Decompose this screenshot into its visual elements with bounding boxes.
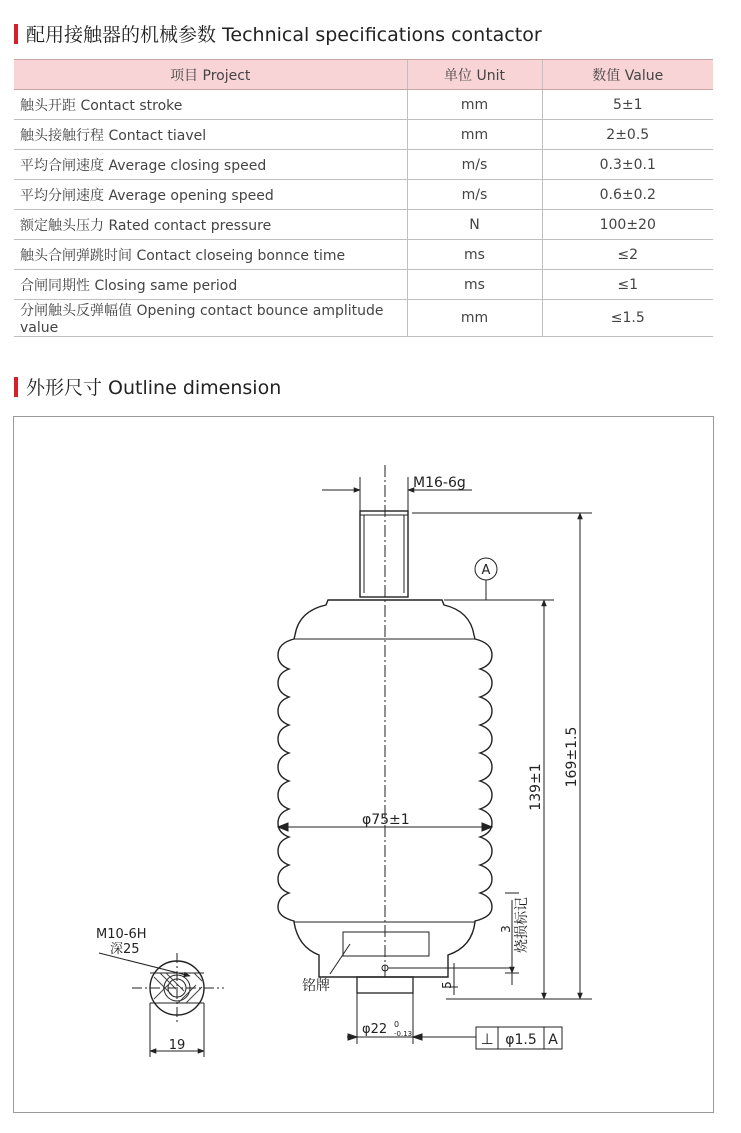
row-value: ≤1.5 (542, 300, 713, 337)
table-row (14, 120, 713, 150)
row-project: 触头接触行程 Contact tiavel (14, 120, 407, 150)
row-value: 0.3±0.1 (542, 150, 713, 180)
row-unit: m/s (407, 180, 542, 210)
label-wear-value: 3 (499, 925, 513, 933)
header-unit: 单位 Unit (407, 60, 542, 90)
row-unit: mm (407, 300, 542, 337)
spec-table (14, 59, 713, 337)
top-stud (360, 511, 408, 597)
row-value: 5±1 (542, 90, 713, 120)
table-row (14, 150, 713, 180)
table-row (14, 300, 713, 337)
table-row (14, 180, 713, 210)
label-diameter: φ75±1 (362, 812, 410, 828)
row-value: ≤1 (542, 270, 713, 300)
side-view (99, 953, 224, 1057)
row-project: 平均合闸速度 Average closing speed (14, 150, 407, 180)
row-value: ≤2 (542, 240, 713, 270)
row-project: 额定触头压力 Rated contact pressure (14, 210, 407, 240)
title-accent-bar (14, 24, 18, 44)
label-nameplate: 铭牌 (302, 978, 330, 994)
outline-title-text: 外形尺寸 Outline dimension (26, 377, 282, 399)
outline-section-title (14, 373, 281, 400)
label-thread-top: M16-6g (413, 475, 466, 491)
label-height-total: 169±1.5 (564, 726, 580, 788)
outline-drawing-frame (13, 416, 714, 1113)
label-perp-datum: A (548, 1032, 558, 1048)
table-row (14, 210, 713, 240)
row-value: 2±0.5 (542, 120, 713, 150)
outline-drawing (14, 417, 713, 1112)
row-project: 分闸触头反弹幅值 Opening contact bounce amplitude value (14, 300, 407, 337)
row-project: 触头开距 Contact stroke (14, 90, 407, 120)
header-value: 数值 Value (542, 60, 713, 90)
label-thread-depth: 深25 (110, 942, 140, 957)
row-unit: N (407, 210, 542, 240)
label-bottom-tol-upper: 0 (394, 1020, 400, 1029)
row-value: 0.6±0.2 (542, 180, 713, 210)
label-datum: A (481, 563, 491, 578)
label-perp-tolerance: φ1.5 (505, 1032, 537, 1048)
table-row (14, 240, 713, 270)
label-height-inner: 139±1 (528, 763, 544, 811)
table-row (14, 270, 713, 300)
row-project: 合闸同期性 Closing same period (14, 270, 407, 300)
row-unit: ms (407, 240, 542, 270)
label-bottom-tol-lower: -0.13 (394, 1030, 413, 1038)
label-bottom-diameter: φ22 (362, 1022, 388, 1037)
row-unit: mm (407, 90, 542, 120)
label-side-width: 19 (168, 1038, 186, 1053)
spec-title-text: 配用接触器的机械参数 Technical specifications contactor (26, 24, 542, 46)
bottom-stud (357, 977, 413, 993)
spec-section-title (14, 20, 542, 47)
title-accent-bar (14, 377, 18, 397)
row-value: 100±20 (542, 210, 713, 240)
row-unit: m/s (407, 150, 542, 180)
header-project: 项目 Project (14, 60, 407, 90)
label-wear-mark: 烧损标记 (514, 897, 530, 953)
spec-table-header-row (14, 60, 713, 90)
label-perp-symbol: ⊥ (480, 1030, 494, 1048)
nameplate-rect (343, 932, 429, 956)
row-unit: ms (407, 270, 542, 300)
row-unit: mm (407, 120, 542, 150)
label-thread-side: M10-6H (96, 927, 147, 942)
table-row (14, 90, 713, 120)
label-bottom-offset: 5 (440, 981, 454, 989)
row-project: 平均分闸速度 Average opening speed (14, 180, 407, 210)
row-project: 触头合闸弹跳时间 Contact closeing bonnce time (14, 240, 407, 270)
